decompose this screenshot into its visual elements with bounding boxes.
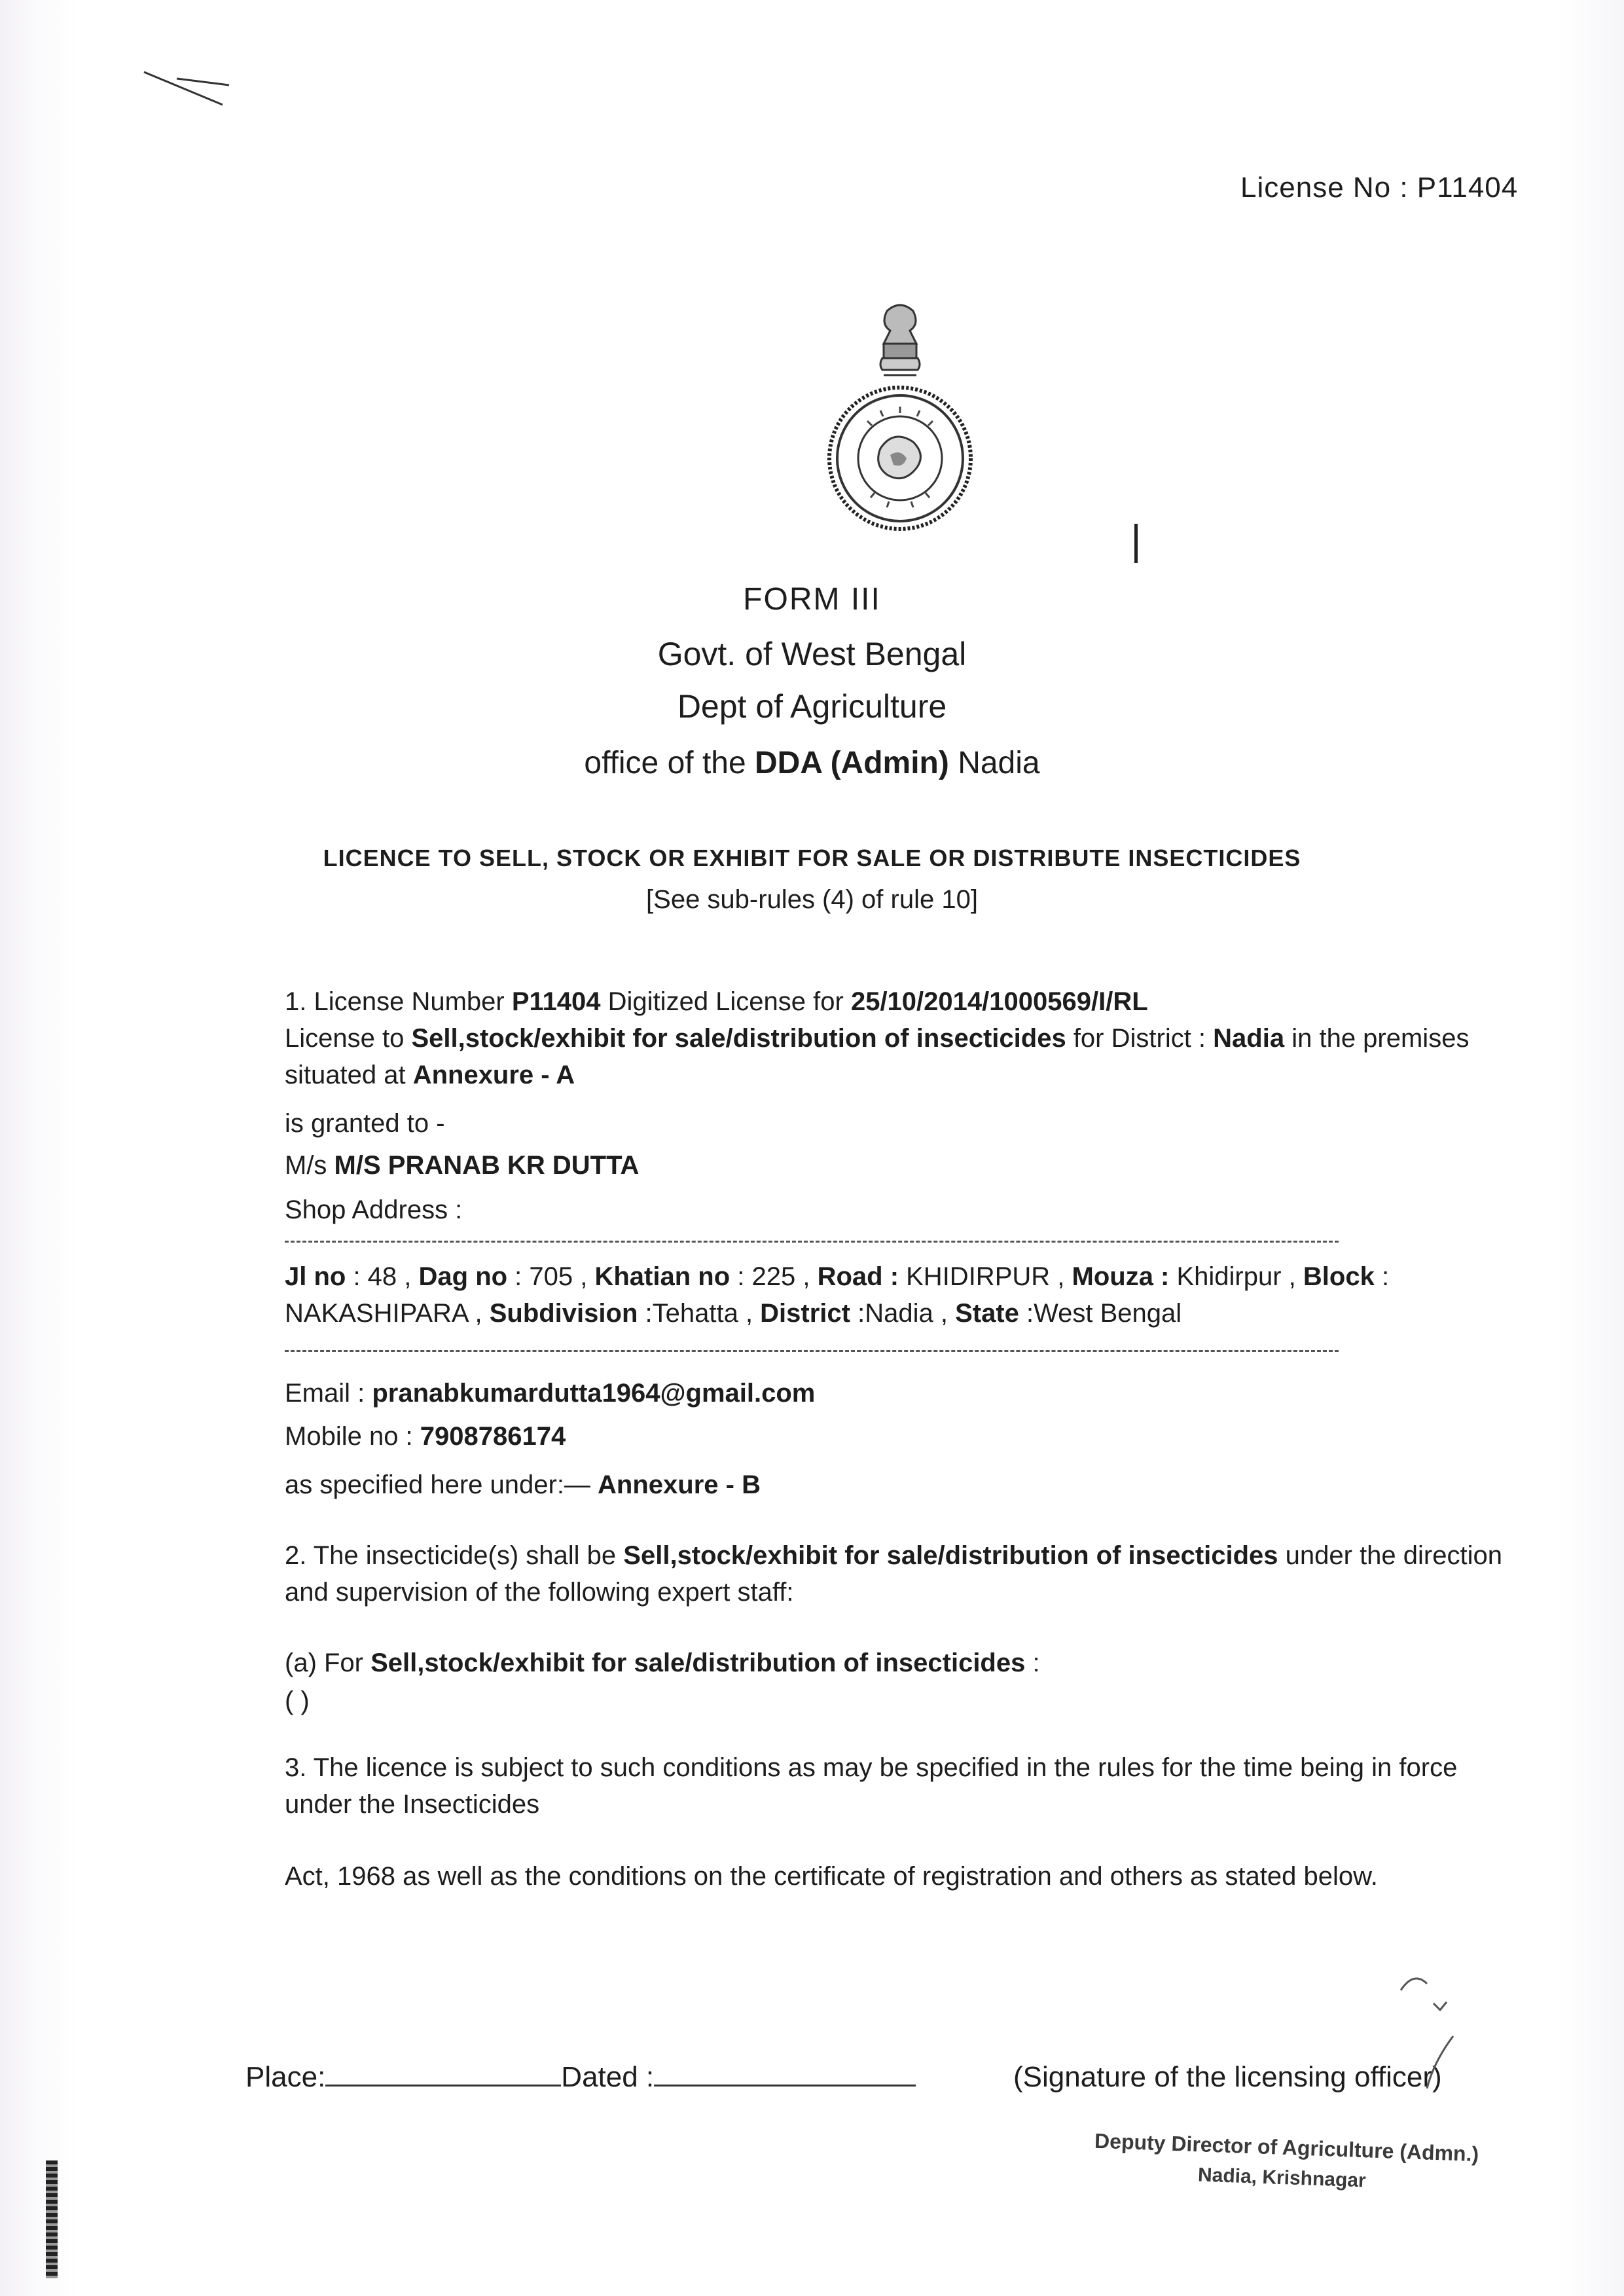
district-label: District [760, 1299, 850, 1328]
section-3-continuation: Act, 1968 as well as the conditions on the certificate of registration and others as stated below. [285, 1862, 1378, 1891]
place-dated-line [245, 2061, 916, 2094]
digitized-license-number: 25/10/2014/1000569/I/RL [850, 987, 1148, 1016]
s2-text: 2. The insecticide(s) shall be [285, 1541, 624, 1570]
signature-label: (Signature of the licensing officer) [1013, 2061, 1442, 2093]
dated-blank [654, 2085, 916, 2086]
item-a-suffix: : [1025, 1649, 1040, 1677]
dag-label: Dag no [418, 1262, 508, 1291]
shop-address [285, 1258, 1502, 1332]
jl-label: Jl no [285, 1262, 346, 1291]
licensee-name: M/S PRANAB KR DUTTA [334, 1151, 640, 1180]
officer-stamp-line-2: Nadia, Krishnagar [1197, 2164, 1367, 2192]
officer-stamp-line-1: Deputy Director of Agriculture (Admn.) [1094, 2128, 1479, 2166]
block-label: Block [1303, 1262, 1375, 1291]
dated-label: Dated : [561, 2061, 655, 2093]
sub-rule-reference: [See sub-rules (4) of rule 10] [646, 885, 978, 914]
item-a-prefix: (a) For [285, 1649, 371, 1677]
divider [285, 1350, 1339, 1352]
shop-address-label: Shop Address : [285, 1195, 463, 1224]
section-2-item-a-value: ( ) [285, 1686, 310, 1715]
s1-text: for District : [1066, 1024, 1214, 1053]
state-value: :West Bengal [1019, 1299, 1182, 1328]
dag-value: : 705 , [507, 1262, 595, 1291]
block-value: : NAKASHIPARA , [285, 1262, 1390, 1328]
govt-heading: Govt. of West Bengal [657, 636, 967, 672]
annexure-a: Annexure - A [412, 1061, 575, 1089]
khatian-value: : 225 , [730, 1262, 818, 1291]
email-label: Email : [285, 1379, 372, 1408]
licence-title: LICENCE TO SELL, STOCK OR EXHIBIT FOR SALE OR DISTRIBUTE INSECTICIDES [323, 845, 1301, 871]
section-3-paragraph: 3. The licence is subject to such conditions as may be specified in the rules for the time being in force under the Insecticides [285, 1753, 1458, 1819]
granted-to-label: is granted to - [285, 1109, 445, 1138]
state-label: State [955, 1299, 1019, 1328]
office-bold: DDA (Admin) [755, 746, 949, 780]
dept-heading: Dept of Agriculture [677, 688, 947, 725]
office-suffix: Nadia [948, 746, 1040, 780]
section-2-paragraph [285, 1537, 1502, 1611]
s1-text: in the premises situated at [285, 1024, 1470, 1089]
signature-mark [1388, 1964, 1479, 2095]
annexure-b: Annexure - B [598, 1470, 761, 1499]
scan-edge-mark [46, 2160, 58, 2278]
license-district: Nadia [1213, 1024, 1285, 1053]
licensee-name-line [285, 1147, 639, 1184]
section-1-paragraph [285, 983, 1502, 1093]
mouza-value: Khidirpur , [1169, 1262, 1303, 1291]
license-number: P11404 [511, 987, 601, 1016]
subdivision-value: :Tehatta , [638, 1299, 761, 1328]
district-value: :Nadia , [850, 1299, 956, 1328]
item-a-purpose: Sell,stock/exhibit for sale/distribution of insecticides [370, 1649, 1026, 1677]
s1-text: 1. License Number [285, 987, 512, 1016]
mobile-line [285, 1418, 566, 1455]
khatian-label: Khatian no [594, 1262, 731, 1291]
subdivision-label: Subdivision [489, 1299, 638, 1328]
road-value: KHIDIRPUR , [899, 1262, 1072, 1291]
license-purpose: Sell,stock/exhibit for sale/distribution of insecticides [411, 1024, 1066, 1053]
form-title: FORM III [743, 582, 881, 617]
jl-value: : 48 , [346, 1262, 419, 1291]
office-prefix: office of the [584, 746, 755, 780]
license-number-header: License No : P11404 [1240, 172, 1519, 204]
specified-line [285, 1467, 761, 1503]
divider [285, 1241, 1339, 1243]
s2-text: under the direction and supervision of the following expert staff: [285, 1541, 1502, 1607]
s1-text: Digitized License for [600, 987, 851, 1016]
email-value: pranabkumardutta1964@gmail.com [372, 1379, 816, 1408]
s1-text: License to [285, 1024, 412, 1053]
mobile-label: Mobile no : [285, 1422, 420, 1451]
road-label: Road : [817, 1262, 899, 1291]
s2-purpose: Sell,stock/exhibit for sale/distribution of insecticides [623, 1541, 1278, 1570]
place-label: Place: [245, 2061, 326, 2093]
office-heading [0, 745, 1624, 781]
email-line [285, 1375, 815, 1412]
ms-prefix: M/s [285, 1151, 334, 1180]
pen-mark [137, 65, 236, 118]
state-emblem-icon [818, 298, 982, 534]
mouza-label: Mouza : [1072, 1262, 1170, 1291]
specified-text: as specified here under:— [285, 1470, 598, 1499]
place-blank [325, 2085, 561, 2086]
section-2-item-a [285, 1645, 1040, 1681]
pen-mark [1134, 524, 1138, 563]
mobile-value: 7908786174 [420, 1422, 566, 1451]
